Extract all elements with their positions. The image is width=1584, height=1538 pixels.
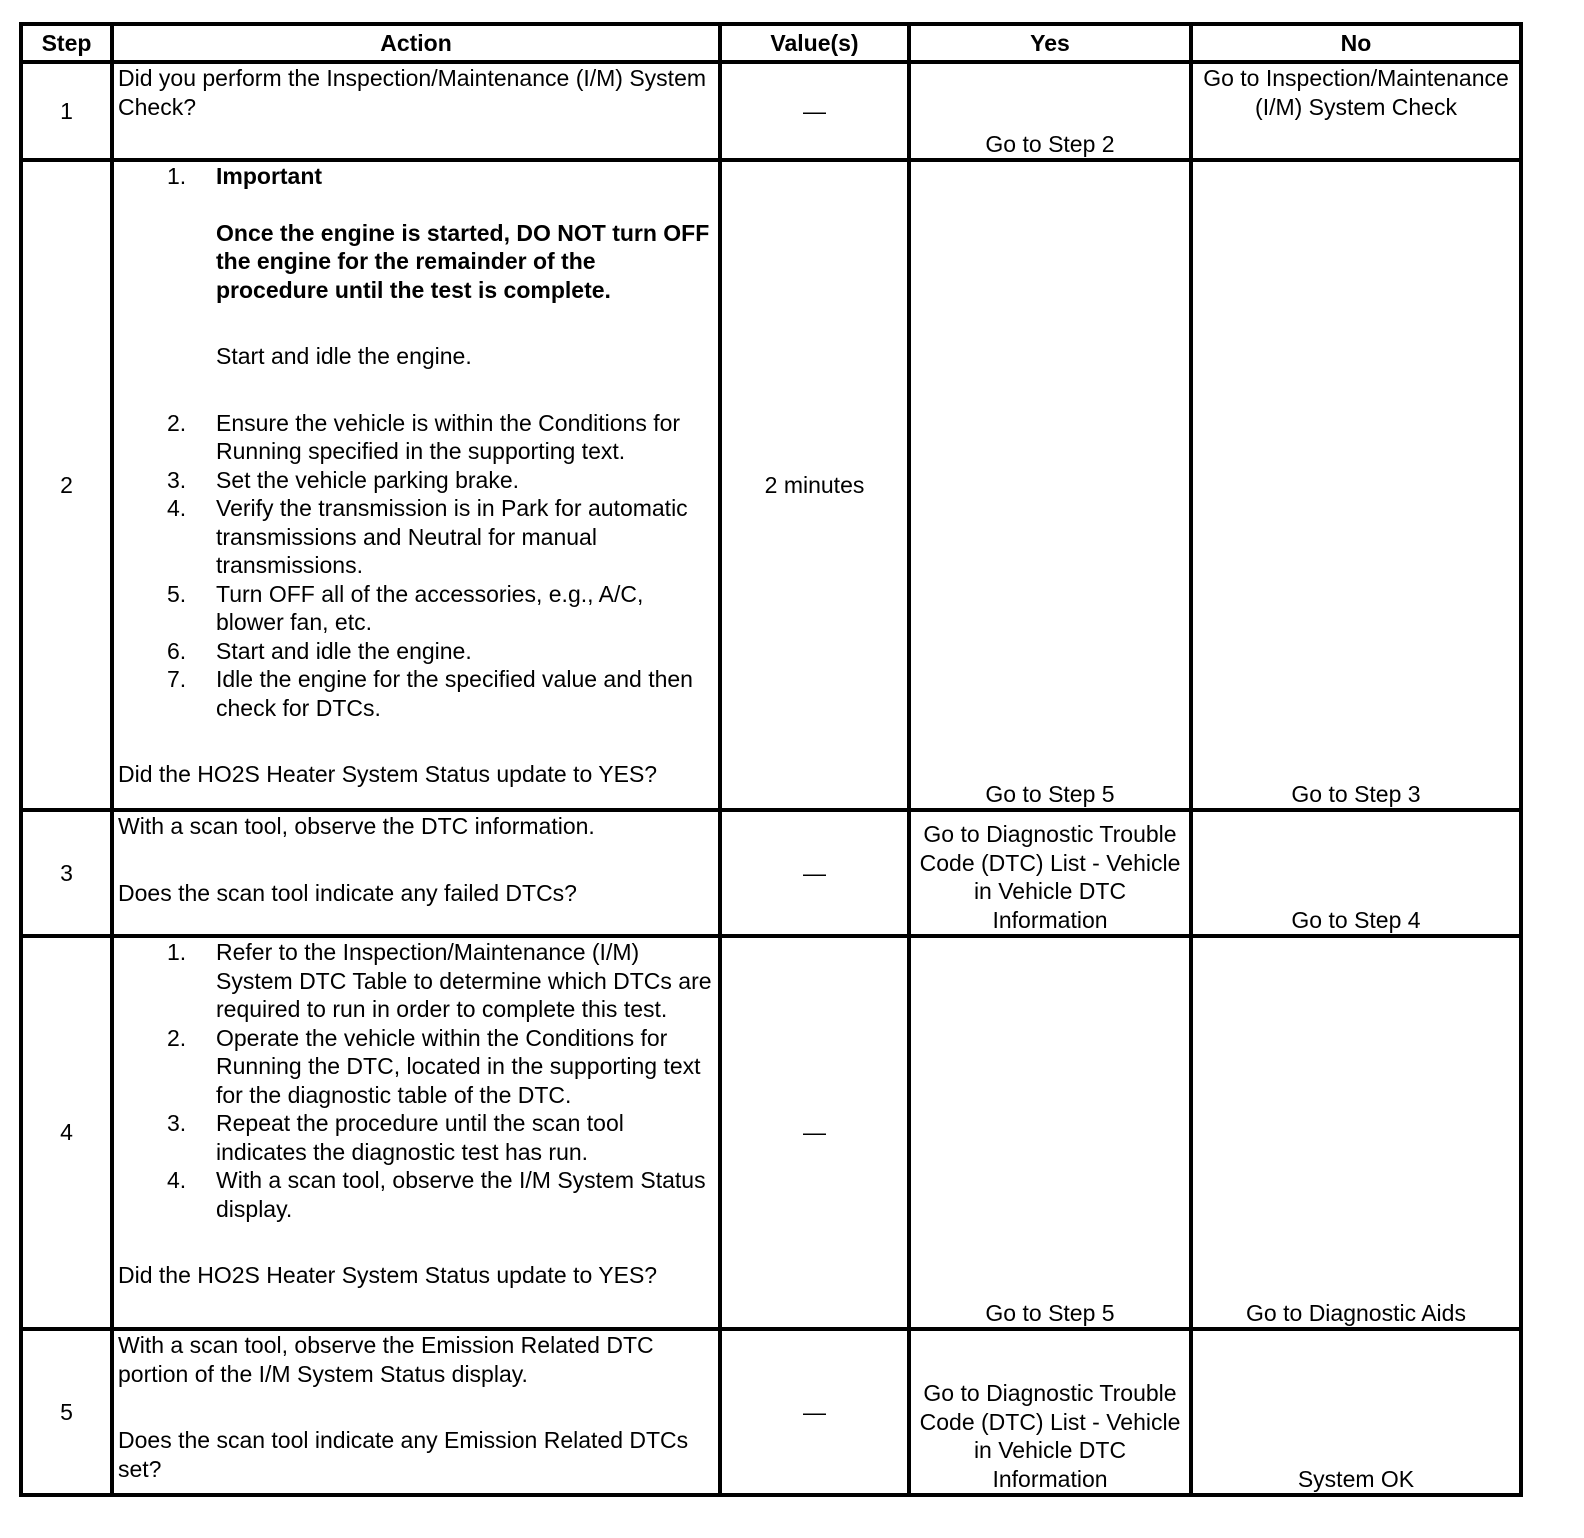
item-number: 1. bbox=[167, 163, 187, 189]
yes-cell: Go to Step 5 bbox=[909, 160, 1191, 810]
table-header-row bbox=[21, 24, 1521, 62]
item-text: Verify the transmission is in Park for automatic transmissions and Neutral for manual transmissions. bbox=[216, 495, 688, 578]
list-item bbox=[118, 938, 714, 1024]
header-step: Step bbox=[21, 24, 112, 62]
step-number: 4 bbox=[21, 936, 112, 1329]
item-number: 5. bbox=[167, 580, 187, 607]
action-cell bbox=[112, 1329, 720, 1495]
item-number: 1. bbox=[167, 939, 187, 965]
list-item bbox=[118, 637, 714, 666]
no-cell: Go to Inspection/Maintenance (I/M) System Check bbox=[1191, 62, 1521, 160]
action-cell bbox=[112, 936, 720, 1329]
no-cell: Go to Step 4 bbox=[1191, 810, 1521, 936]
item-text: With a scan tool, observe the I/M System Status display. bbox=[216, 1167, 706, 1222]
action-cell bbox=[112, 160, 720, 810]
value-cell: — bbox=[720, 810, 909, 936]
item-number: 6. bbox=[167, 637, 187, 664]
action-question: Did the HO2S Heater System Status update to YES? bbox=[118, 761, 658, 787]
item-text: Operate the vehicle within the Conditions for Running the DTC, located in the supporting text for the diagnostic table of the DTC. bbox=[216, 1024, 701, 1108]
item-number: 2. bbox=[167, 1024, 187, 1051]
action-text: Did you perform the Inspection/Maintenance (I/M) System Check? bbox=[118, 65, 707, 120]
step-number: 3 bbox=[21, 810, 112, 936]
list-item bbox=[118, 665, 714, 722]
list-item bbox=[118, 1109, 714, 1166]
action-text: With a scan tool, observe the DTC information. bbox=[118, 813, 595, 839]
step-number: 1 bbox=[21, 62, 112, 160]
action-steps-list bbox=[118, 938, 714, 1223]
yes-cell: Go to Step 5 bbox=[909, 936, 1191, 1329]
item-text: Idle the engine for the specified value and then check for DTCs. bbox=[216, 666, 693, 721]
action-steps-list bbox=[118, 162, 714, 722]
action-question: Did the HO2S Heater System Status update to YES? bbox=[118, 1262, 658, 1288]
step-number: 5 bbox=[21, 1329, 112, 1495]
no-cell: System OK bbox=[1191, 1329, 1521, 1495]
item-text: Ensure the vehicle is within the Conditions for Running specified in the supporting text. bbox=[216, 409, 681, 464]
item-number: 4. bbox=[167, 495, 187, 521]
table-row bbox=[21, 936, 1521, 1329]
action-question: Does the scan tool indicate any Emission Related DTCs set? bbox=[118, 1427, 689, 1482]
yes-cell: Go to Diagnostic Trouble Code (DTC) List - Vehicle in Vehicle DTC Information bbox=[909, 1329, 1191, 1495]
table-row bbox=[21, 1329, 1521, 1495]
value-cell: 2 minutes bbox=[720, 160, 909, 810]
header-values: Value(s) bbox=[720, 24, 909, 62]
item-text: Refer to the Inspection/Maintenance (I/M) System DTC Table to determine which DTCs are required to run in order to complete this test. bbox=[216, 939, 712, 1022]
no-cell: Go to Step 3 bbox=[1191, 160, 1521, 810]
list-item bbox=[118, 494, 714, 580]
yes-cell: Go to Step 2 bbox=[909, 62, 1191, 160]
yes-cell: Go to Diagnostic Trouble Code (DTC) List - Vehicle in Vehicle DTC Information bbox=[909, 810, 1191, 936]
table-row bbox=[21, 62, 1521, 160]
list-item bbox=[118, 409, 714, 466]
step-number: 2 bbox=[21, 160, 112, 810]
action-question: Does the scan tool indicate any failed DTCs? bbox=[118, 879, 577, 906]
item-number: 4. bbox=[167, 1167, 187, 1193]
list-item bbox=[118, 466, 714, 495]
list-item bbox=[118, 162, 714, 409]
item-text: Repeat the procedure until the scan tool indicates the diagnostic test has run. bbox=[216, 1110, 624, 1165]
value-cell: — bbox=[720, 936, 909, 1329]
table-row bbox=[21, 810, 1521, 936]
header-yes: Yes bbox=[909, 24, 1191, 62]
diagnostic-procedure-table bbox=[19, 22, 1523, 1497]
header-no: No bbox=[1191, 24, 1521, 62]
action-text: With a scan tool, observe the Emission Related DTC portion of the I/M System Status display. bbox=[118, 1332, 654, 1387]
value-cell: — bbox=[720, 62, 909, 160]
action-cell bbox=[112, 62, 720, 160]
item-number: 7. bbox=[167, 666, 187, 692]
item-text: Start and idle the engine. bbox=[216, 637, 472, 664]
item-number: 2. bbox=[167, 409, 187, 436]
list-item bbox=[118, 1024, 714, 1110]
important-heading: Important bbox=[216, 163, 323, 189]
item-text: Start and idle the engine. bbox=[216, 343, 472, 369]
action-cell bbox=[112, 810, 720, 936]
list-item bbox=[118, 1166, 714, 1223]
header-action: Action bbox=[112, 24, 720, 62]
item-number: 3. bbox=[167, 466, 187, 493]
item-text: Turn OFF all of the accessories, e.g., A/C, blower fan, etc. bbox=[216, 580, 644, 635]
no-cell: Go to Diagnostic Aids bbox=[1191, 936, 1521, 1329]
value-cell: — bbox=[720, 1329, 909, 1495]
important-note: Once the engine is started, DO NOT turn OFF the engine for the remainder of the procedure until the test is complete. bbox=[216, 219, 710, 303]
item-number: 3. bbox=[167, 1110, 187, 1136]
item-text: Set the vehicle parking brake. bbox=[216, 466, 520, 493]
list-item bbox=[118, 580, 714, 637]
table-row bbox=[21, 160, 1521, 810]
